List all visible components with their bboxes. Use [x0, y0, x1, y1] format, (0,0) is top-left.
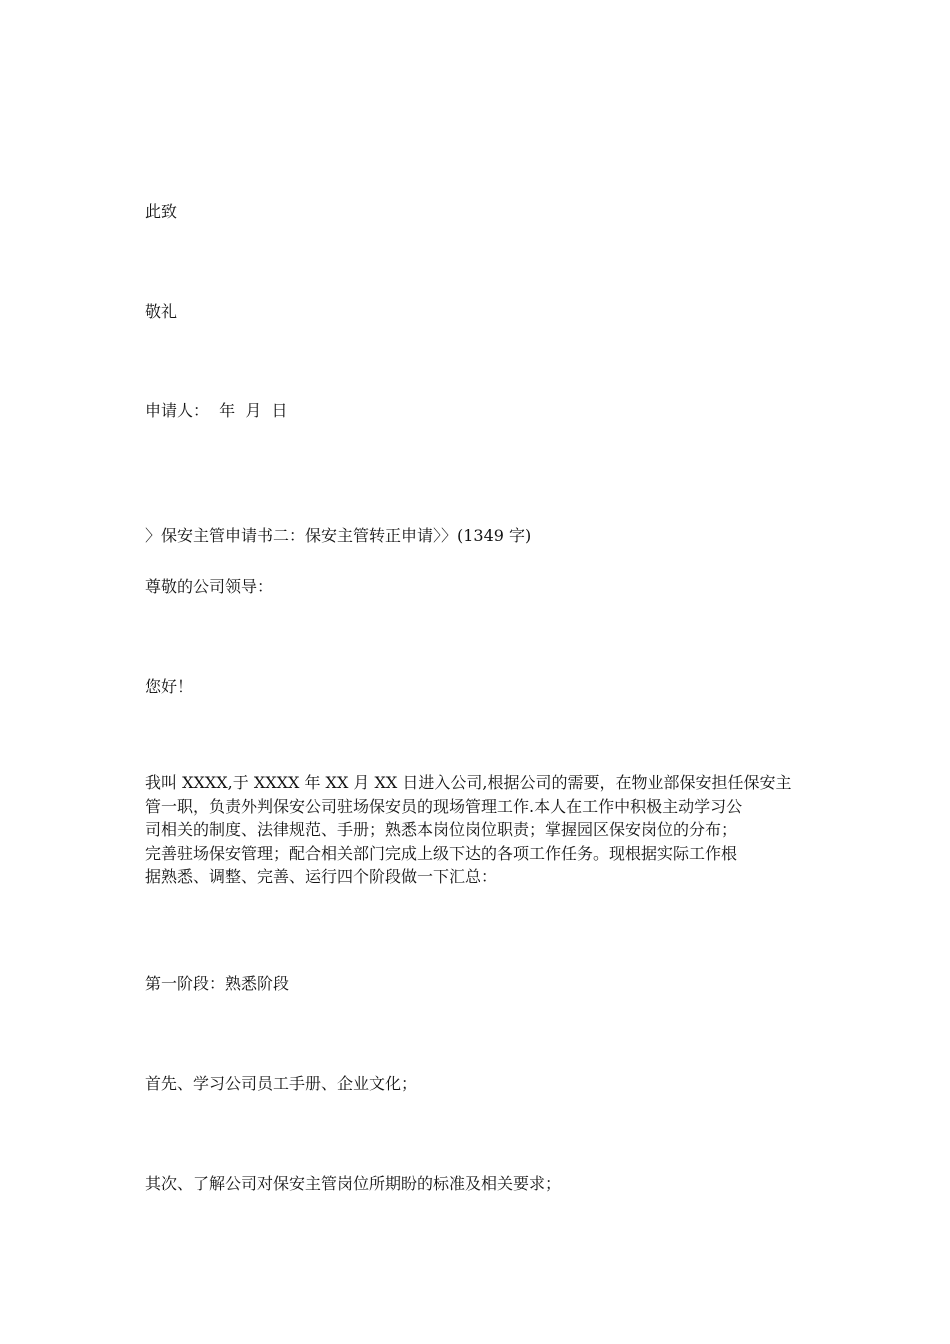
list-item: 首先、学习公司员工手册、企业文化；	[145, 1074, 418, 1093]
list-item: 其次、了解公司对保安主管岗位所期盼的标准及相关要求；	[145, 1174, 562, 1193]
intro-line: 司相关的制度、法律规范、手册；熟悉本岗位岗位职责；掌握园区保安岗位的分布；	[145, 820, 738, 839]
intro-line: 完善驻场保安管理；配合相关部门完成上级下达的各项工作任务。现根据实际工作根	[145, 843, 738, 863]
greeting: 您好！	[145, 677, 194, 696]
closing-line-2: 敬礼	[145, 302, 178, 321]
signature-line: 申请人： 年 月 日	[145, 401, 288, 420]
intro-line: 我叫 XXXX,于 XXXX 年 XX 月 XX 日进入公司,根据公司的需要，在物业部保安担任保安主	[145, 773, 792, 792]
intro-line: 据熟悉、调整、完善、运行四个阶段做一下汇总：	[145, 867, 498, 886]
intro-line: 管一职，负责外判保安公司驻场保安员的现场管理工作.本人在工作中积极主动学习公	[145, 796, 743, 816]
intro-paragraph	[145, 771, 810, 889]
salutation: 尊敬的公司领导：	[145, 577, 274, 596]
stage-heading: 第一阶段：熟悉阶段	[145, 974, 290, 993]
section-heading: 〉保安主管申请书二：保安主管转正申请〉〉(1349 字)	[145, 526, 532, 545]
closing-line-1: 此致	[145, 202, 178, 221]
